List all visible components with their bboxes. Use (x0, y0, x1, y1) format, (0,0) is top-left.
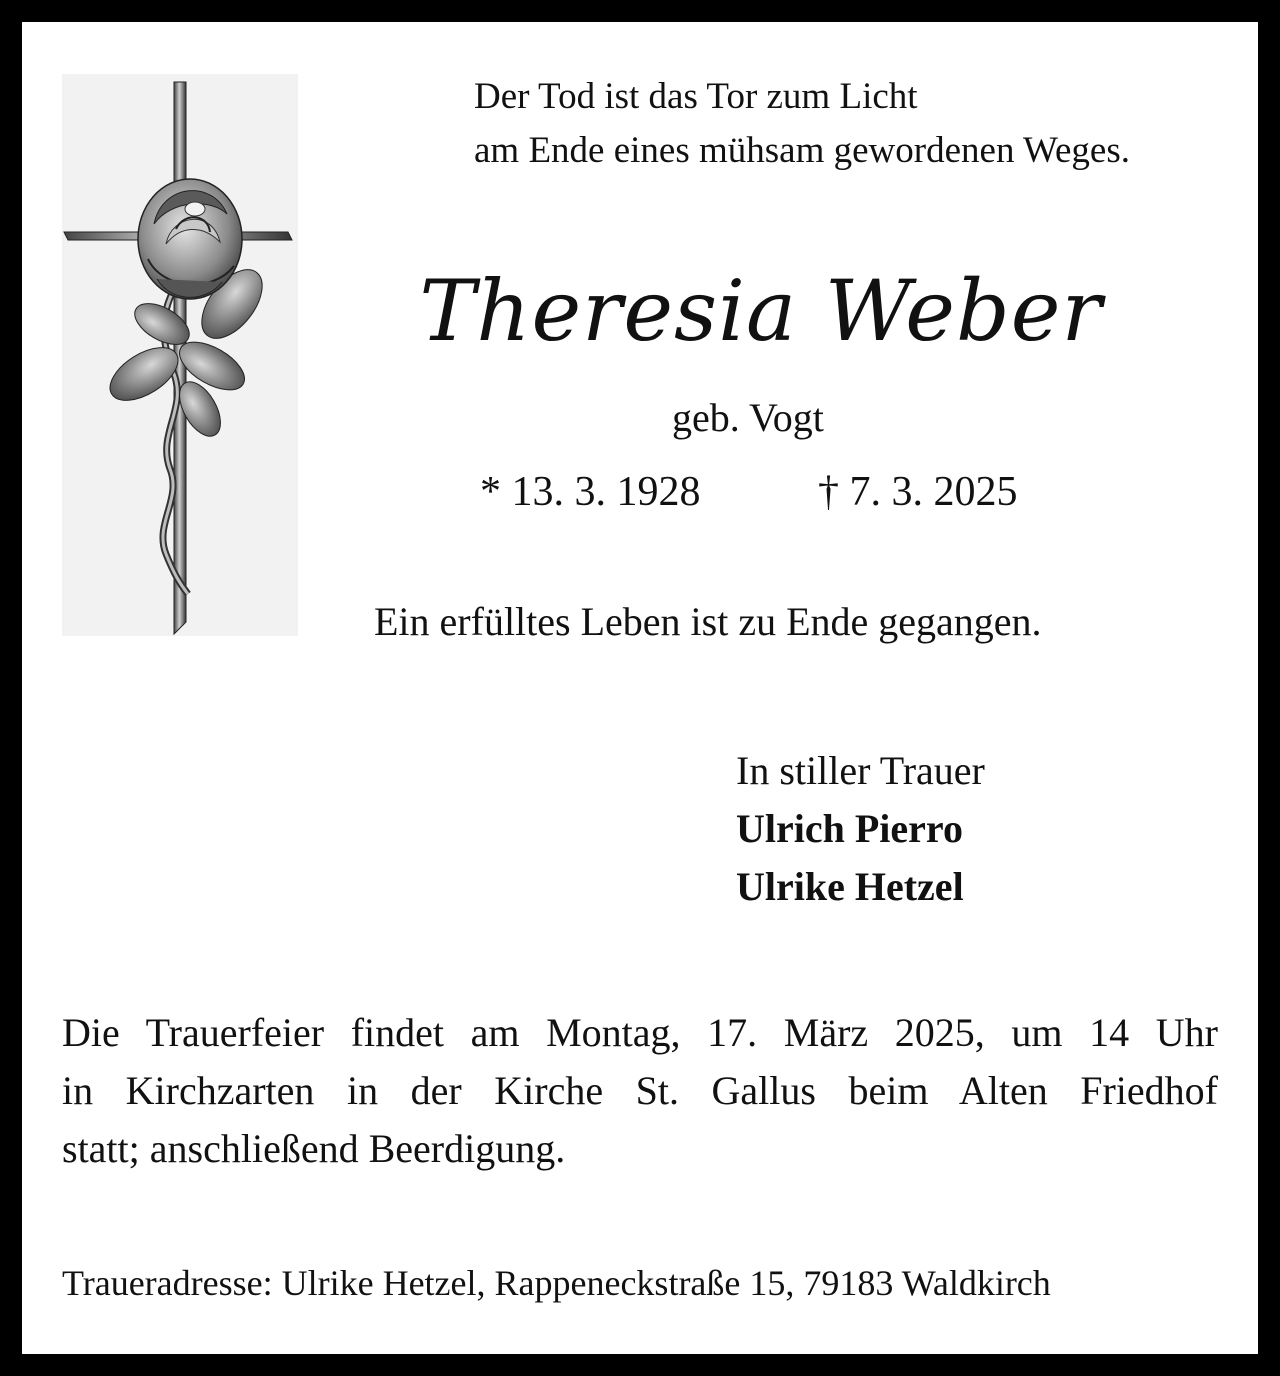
mourner-name: Ulrich Pierro (736, 806, 963, 851)
ceremony-line: in Kirchzarten in der Kirche St. Gallus beim Alten Friedhof (62, 1068, 1218, 1113)
birth-date: * 13. 3. 1928 (480, 469, 701, 515)
maiden-name: geb. Vogt (672, 395, 824, 440)
mourners-block (736, 742, 985, 916)
mourning-address: Traueradresse: Ulrike Hetzel, Rappeneckstraße 15, 79183 Waldkirch (62, 1263, 1051, 1303)
ceremony-line: statt; anschließend Beerdigung. (62, 1126, 566, 1171)
mourners-intro: In stiller Trauer (736, 748, 985, 793)
motto-line: Der Tod ist das Tor zum Licht (474, 76, 918, 117)
obituary-card (22, 22, 1258, 1354)
death-date: † 7. 3. 2025 (818, 469, 1018, 515)
ceremony-notice (62, 1004, 1218, 1178)
deceased-name: Theresia Weber (419, 262, 1103, 360)
motto-line: am Ende eines mühsam gewordenen Weges. (474, 130, 1130, 171)
tagline: Ein erfülltes Leben ist zu Ende gegangen. (374, 599, 1042, 644)
ceremony-line: Die Trauerfeier findet am Montag, 17. März 2025, um 14 Uhr (62, 1010, 1218, 1055)
motto (474, 70, 1130, 178)
mourner-name: Ulrike Hetzel (736, 864, 964, 909)
cross-with-rose-icon (62, 74, 298, 636)
